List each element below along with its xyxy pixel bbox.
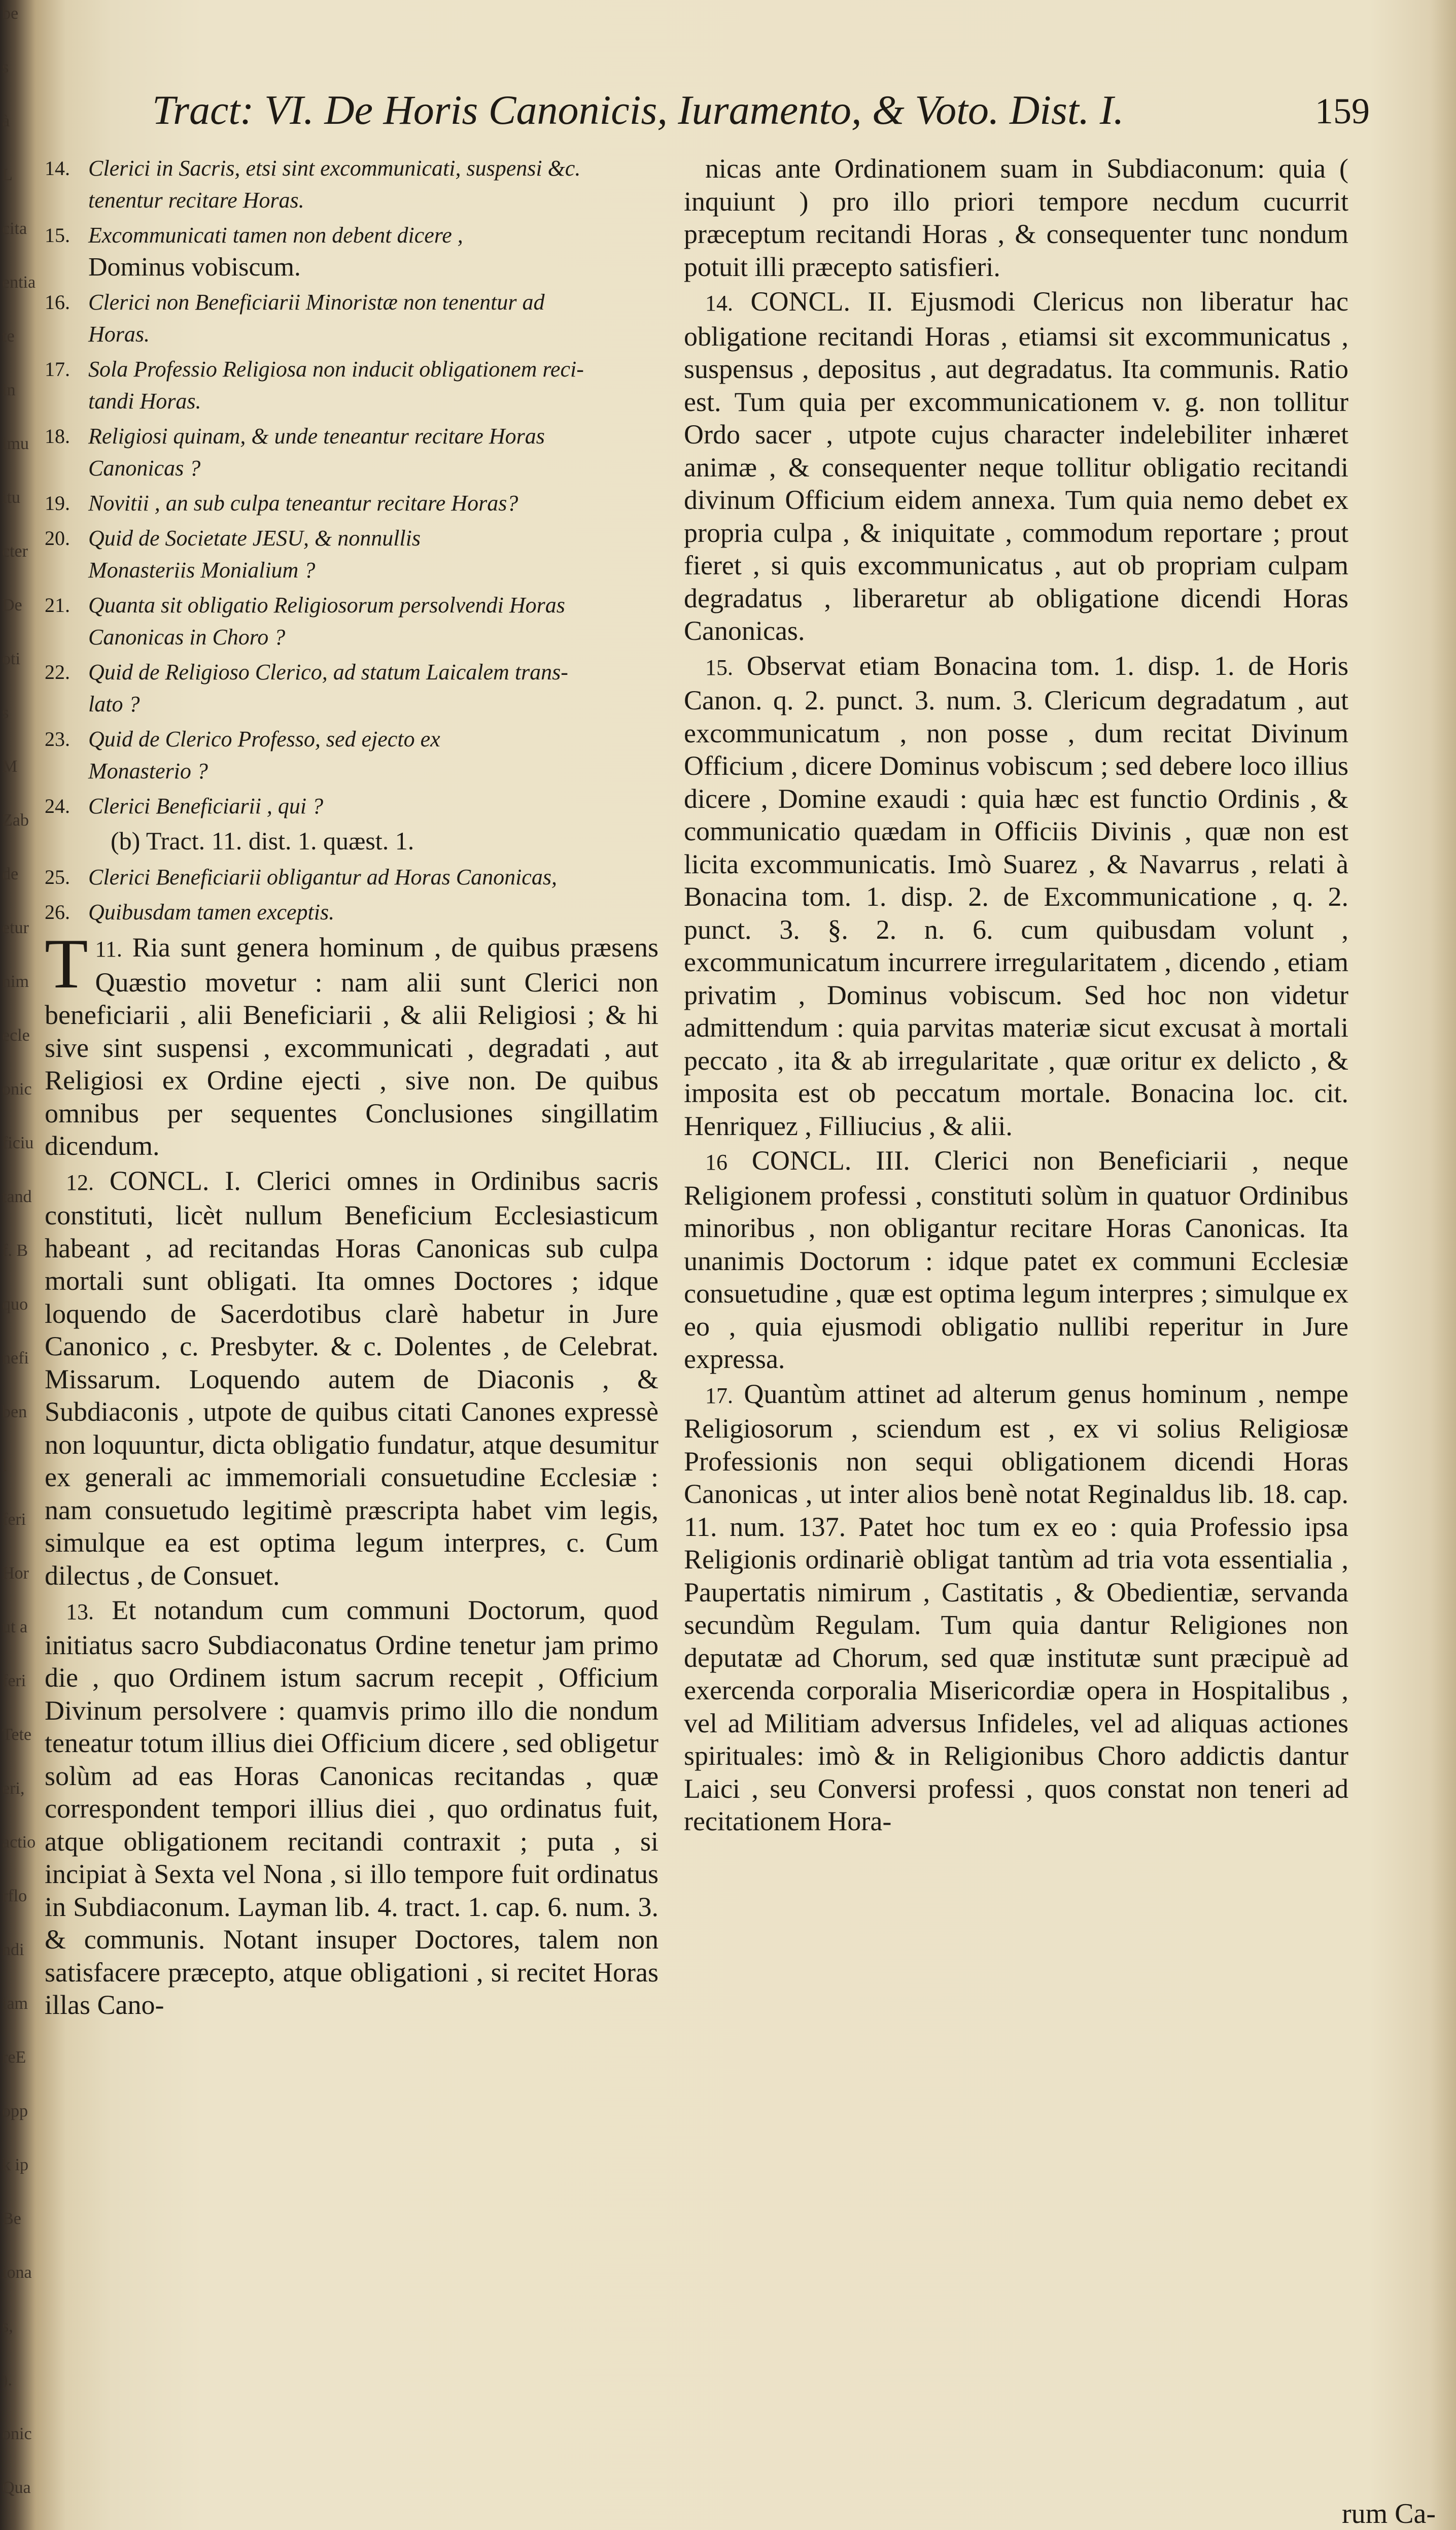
gutter-fragment: Be xyxy=(2,2209,21,2228)
gutter-fragment: f. B xyxy=(2,1241,28,1260)
gutter-fragment: tand xyxy=(2,1187,32,1206)
summary-line: Canonicas ? xyxy=(88,456,201,481)
summary-line-roman: Dominus vobiscum. xyxy=(88,253,301,282)
summary-item xyxy=(45,286,658,350)
paragraph xyxy=(684,152,1348,283)
running-title: Tract: VI. De Horis Canonicis, Iuramento, & Voto. Dist. I. xyxy=(152,87,1124,133)
gutter-fragment: in xyxy=(2,381,16,399)
gutter-fragment: ben xyxy=(2,1403,27,1421)
gutter-fragment: de xyxy=(2,865,19,883)
summary-line: Quanta sit obligatio Religiosorum persolvendi Horas xyxy=(88,593,565,618)
summary-number: 18. xyxy=(45,425,70,448)
gutter-fragment: s xyxy=(2,58,9,77)
gutter-fragment: opp xyxy=(2,2102,28,2121)
paragraph-text: Ria sunt genera hominum , de quibus præsens Quæstio movetur : nam alii sunt Clerici non beneficiarii , alii Beneficiarii , & alii Religiosi ; & hi sive sint suspensi , excommunicati , degradati , aut Religiosi ex Ordine ejecti , sive non. De quibus omnibus per sequentes Conclusiones singillatim dicendum. xyxy=(45,932,658,1161)
left-body xyxy=(45,925,658,2022)
gutter-fragment: nim xyxy=(2,972,29,991)
gutter-fragment: s xyxy=(2,703,9,722)
summary-number: 20. xyxy=(45,527,70,550)
gutter-fragment: be xyxy=(2,4,19,23)
gutter-fragment: ecle xyxy=(2,1026,30,1045)
paragraph-number: 16 xyxy=(705,1150,727,1175)
paragraph-number: 13. xyxy=(66,1599,94,1624)
summary-line: Excommunicati tamen non debent dicere , xyxy=(88,223,463,248)
right-body xyxy=(684,152,1348,1838)
summary-number: 23. xyxy=(45,728,70,750)
gutter-fragment: ficiu xyxy=(2,1134,34,1152)
paragraph xyxy=(45,925,658,1163)
paragraph xyxy=(684,285,1348,647)
summary-line: Canonicas in Choro ? xyxy=(88,625,286,649)
summary-number: 25. xyxy=(45,866,70,888)
paragraph xyxy=(45,1165,658,1592)
gutter-fragment: M xyxy=(2,757,18,776)
left-column xyxy=(45,152,658,2486)
paragraph-text: Observat etiam Bonacina tom. 1. disp. 1. de Horis Canon. q. 2. punct. 3. num. 3. Clericum degradatum , aut excommunicatum , non posse , dum recitat Divinum Officium , dicere Dominus vobiscum ; sed debere loco illius dicere , Domine exaudi : quia hæc est functio Ordinis , & communicatio quædam in Officiis Divinis , quæ non est licita excommunicatis. Imò Suarez , & Navarrus , relati à Bonacina tom. 1. disp. 2. de Excommunicatione , q. 2. punct. 3. §. 2. n. 6. cum quibusdam volunt , excommunicatum incurrere irregularitatem , dicendo , etiam privatim , Dominus vobiscum. Sed hoc non videtur admittendum : quia parvitas materiæ sicut excusat à mortali peccato , ita & ab irregularitate , quæ oritur ex delicto , & imposita est ob peccatum mortale. Bonacina loc. cit. Henriquez , Filliucius , & alii. xyxy=(684,650,1349,1141)
summary-item xyxy=(45,522,658,586)
summary-line: Clerici in Sacris, etsi sint excommunicati, suspensi &c. xyxy=(88,156,581,181)
gutter-fragment: entia xyxy=(2,273,36,292)
paragraph-text: CONCL. I. Clerici omnes in Ordinibus sacris constituti, licèt nullum Beneficium Ecclesiasticum habeant , ad recitandas Horas Canonicas sub culpa mortali sunt obligati. Ita omnes Doctores ; idque loquendo de Sacerdotibus clarè habetur in Jure Canonico , c. Presbyter. & c. Dolentes , de Celebrat. Missarum. Loquendo autem de Diaconis , & Subdiaconis , utpote de quibus citati Canones expressè non loquuntur, dicta obligatio fundatur, atque desumitur ex generali ac immemoriali consuetudine Ecclesiæ : nam consuetudo legitimè præscripta habet vim legis, simulque ea est optima legum interpres, c. Cum dilectus , de Consuet. xyxy=(45,1165,658,1591)
summary-line: Clerici non Beneficiarii Minoristæ non tenentur ad xyxy=(88,290,545,315)
gutter-fragment: s, xyxy=(2,2317,13,2336)
paragraph-number: 14. xyxy=(705,291,733,316)
running-header xyxy=(152,86,1370,147)
gutter-fragment: L xyxy=(2,165,13,184)
summary-list xyxy=(45,152,658,928)
gutter-fragment: cter xyxy=(2,542,28,561)
gutter-fragment: feri xyxy=(2,1510,26,1529)
gutter-fragment: l xyxy=(2,1456,7,1475)
summary-item xyxy=(45,896,658,928)
paragraph-number: 15. xyxy=(705,655,733,680)
gutter-fragment: etur xyxy=(2,918,29,937)
gutter-fragment: Qua xyxy=(2,2478,31,2497)
gutter-fragment: ut a xyxy=(2,1618,28,1636)
summary-line: Quid de Societate JESU, & nonnullis xyxy=(88,526,421,551)
summary-number: 15. xyxy=(45,224,70,247)
summary-item xyxy=(45,790,658,822)
summary-number: 16. xyxy=(45,291,70,314)
gutter-fragment: k ip xyxy=(2,2156,28,2174)
gutter-fragment: De xyxy=(2,596,22,614)
gutter-fragment: Hor xyxy=(2,1564,29,1583)
catchword: rum Ca- xyxy=(1341,2498,1436,2529)
summary-item xyxy=(45,589,658,653)
paragraph-text: Et notandum cum communi Doctorum, quod initiatus sacro Subdiaconatus Ordine tenetur jam primo die , quo Ordinem istum sacrum recepit , Officium Divinum persolvere : quamvis primo illo die nondum teneatur totum illius diei Officium dicere , sed obligetur solùm ad eas Horas Canonicas recitandas , quæ correspondent tempori illius diei , quo ordinatus fuit, atque obligationem recitandi contraxit ; puta , si incipiat à Sexta vel Nona , si illo tempore fuit ordinatus in Subdiaconum. Layman lib. 4. tract. 1. cap. 6. num. 3. & communis. Notant insuper Doctores, talem non satisfacere præcepto, atque obligationi , si recitet Horas illas Cano- xyxy=(45,1595,658,2020)
summary-number: 21. xyxy=(45,594,70,617)
facing-page-gutter xyxy=(0,0,40,2530)
gutter-fragment: nefi xyxy=(2,1349,29,1367)
summary-line: tenentur recitare Horas. xyxy=(88,188,304,213)
summary-item xyxy=(45,219,658,283)
summary-line: Monasteriis Monialium ? xyxy=(88,558,316,583)
gutter-fragment: quo xyxy=(2,1295,28,1314)
gutter-fragment: iam xyxy=(2,1994,28,2013)
gutter-fragment: itu xyxy=(2,488,20,507)
summary-line: lato ? xyxy=(88,692,140,716)
summary-line: Clerici Beneficiarii , qui ? xyxy=(88,794,324,818)
gutter-fragment: actio xyxy=(2,1833,36,1852)
paragraph-number: 17. xyxy=(705,1383,733,1408)
gutter-fragment: eri, xyxy=(2,1779,25,1798)
gutter-fragment xyxy=(0,2528,40,2530)
summary-line: Monasterio ? xyxy=(88,759,208,783)
gutter-fragment: rflo xyxy=(2,1887,27,1905)
summary-line: Quibusdam tamen exceptis. xyxy=(88,900,335,925)
gutter-fragment: feri xyxy=(2,1671,26,1690)
paragraph-number: 12. xyxy=(66,1170,94,1195)
summary-number: 24. xyxy=(45,795,70,817)
gutter-fragment: iona xyxy=(2,2263,32,2282)
summary-item xyxy=(45,656,658,720)
summary-item xyxy=(45,861,658,893)
paragraph-text: CONCL. III. Clerici non Beneficiarii , neque Religionem professi , constituti solùm in quatuor Ordinibus minoribus , non obligantur recitare Horas Canonicas. Ita unanimis Doctorum : idque patet ex communi Ecclesiæ consuetudine , quæ est optima legum interpres ; simulque ex eo , quia ejusmodi obligatio nullibi reperitur in Jure expressa. xyxy=(684,1145,1348,1374)
summary-item xyxy=(45,353,658,417)
gutter-fragment: onic xyxy=(2,1080,32,1099)
paragraph xyxy=(684,1378,1348,1838)
summary-line: Novitii , an sub culpa teneantur recitare Horas? xyxy=(88,491,518,516)
summary-number: 26. xyxy=(45,901,70,924)
summary-item xyxy=(45,152,658,216)
summary-number: 19. xyxy=(45,492,70,515)
summary-number: 14. xyxy=(45,157,70,180)
summary-item xyxy=(45,420,658,484)
gutter-fragment: ). xyxy=(2,2371,12,2389)
summary-item xyxy=(45,487,658,519)
summary-line: Sola Professio Religiosa non inducit obligationem reci- xyxy=(88,357,584,382)
paragraph-text: CONCL. II. Ejusmodi Clericus non liberatur hac obligatione recitandi Horas , etiamsi sit excommunicatus , suspensus , depositus , aut degradatus. Ita communis. Ratio est. Tum quia per excommunicationem v. g. non tollitur Ordo sacer , utpote cujus character indelebiliter inhæret animæ , & consequenter neque tollitur obligatio recitandi divinum Officium eidem annexa. Tum quia nemo debet ex propria culpa , & iniquitate , commodum reportare ; prout fieret , si quis excommunicatus , aut ob propriam culpam degradatus , liberaretur ab obligatione dicendi Horas Canonicas. xyxy=(684,286,1349,646)
gutter-fragment: à xyxy=(2,112,10,130)
gutter-fragment: ndi xyxy=(2,1940,24,1959)
gutter-fragment: Zab xyxy=(2,811,29,830)
gutter-fragment: oti xyxy=(2,649,20,668)
summary-item xyxy=(45,723,658,787)
paragraph xyxy=(684,649,1348,1143)
gutter-fragment: Tete xyxy=(2,1725,32,1744)
right-column xyxy=(684,152,1348,2486)
gutter-fragment: reE xyxy=(2,2048,26,2067)
paragraph-text: Quantùm attinet ad alterum genus hominum , nempe Religiosorum , sciendum est , ex vi solius Religiosæ Professionis non sequi obligationem dicendi Horas Canonicas , ut inter alios benè notat Reginaldus lib. 18. cap. 11. num. 137. Patet hoc tum ex eo : quia Professio ipsa Religionis ordinariè obligat tantùm ad tria vota essentialia , Paupertatis nimirum , Castitatis , & Obedientiæ, servanda secundùm Regulam. Tum quia dantur Religiones non deputatæ ad Chorum, sed quæ institutæ sunt præcipuè ad exercenda corporalia Misericordiæ opera in Hospitalibus , vel ad Militiam adversus Infideles, vel ad aliquas actiones spirituales: imò & in Religionibus Choro addictis dantur Laici , seu Conversi professi , quos constat non teneri ad recitationem Hora- xyxy=(684,1378,1348,1836)
paragraph xyxy=(45,1594,658,2022)
gutter-fragment: onic xyxy=(2,2424,32,2443)
summary-number: 22. xyxy=(45,661,70,683)
gutter-fragment: imu xyxy=(2,434,29,453)
summary-line: Religiosi quinam, & unde teneantur recitare Horas xyxy=(88,424,545,449)
paragraph-number: 11. xyxy=(95,937,122,962)
summary-line: Clerici Beneficiarii obligantur ad Horas Canonicas, xyxy=(88,865,557,890)
summary-number: 17. xyxy=(45,358,70,381)
page-number: 159 xyxy=(1315,91,1370,131)
drop-capital: T xyxy=(45,925,88,1003)
summary-line: tandi Horas. xyxy=(88,389,201,414)
summary-line: Horas. xyxy=(88,322,150,347)
summary-line: Quid de Religioso Clerico, ad statum Laicalem trans- xyxy=(88,660,568,685)
gutter-fragment: cita xyxy=(2,219,27,238)
paragraph-text: nicas ante Ordinationem suam in Subdiaconum: quia ( inquiunt ) pro illo priori tempore necdum cucurrit præceptum recitandi Horas , & consequenter tunc nondum potuit illi præcepto satisfieri. xyxy=(684,153,1348,282)
paragraph xyxy=(684,1144,1348,1376)
summary-reference: (b) Tract. 11. dist. 1. quæst. 1. xyxy=(111,827,414,855)
summary-line: Quid de Clerico Professo, sed ejecto ex xyxy=(88,727,440,751)
gutter-fragment: te xyxy=(2,327,15,346)
